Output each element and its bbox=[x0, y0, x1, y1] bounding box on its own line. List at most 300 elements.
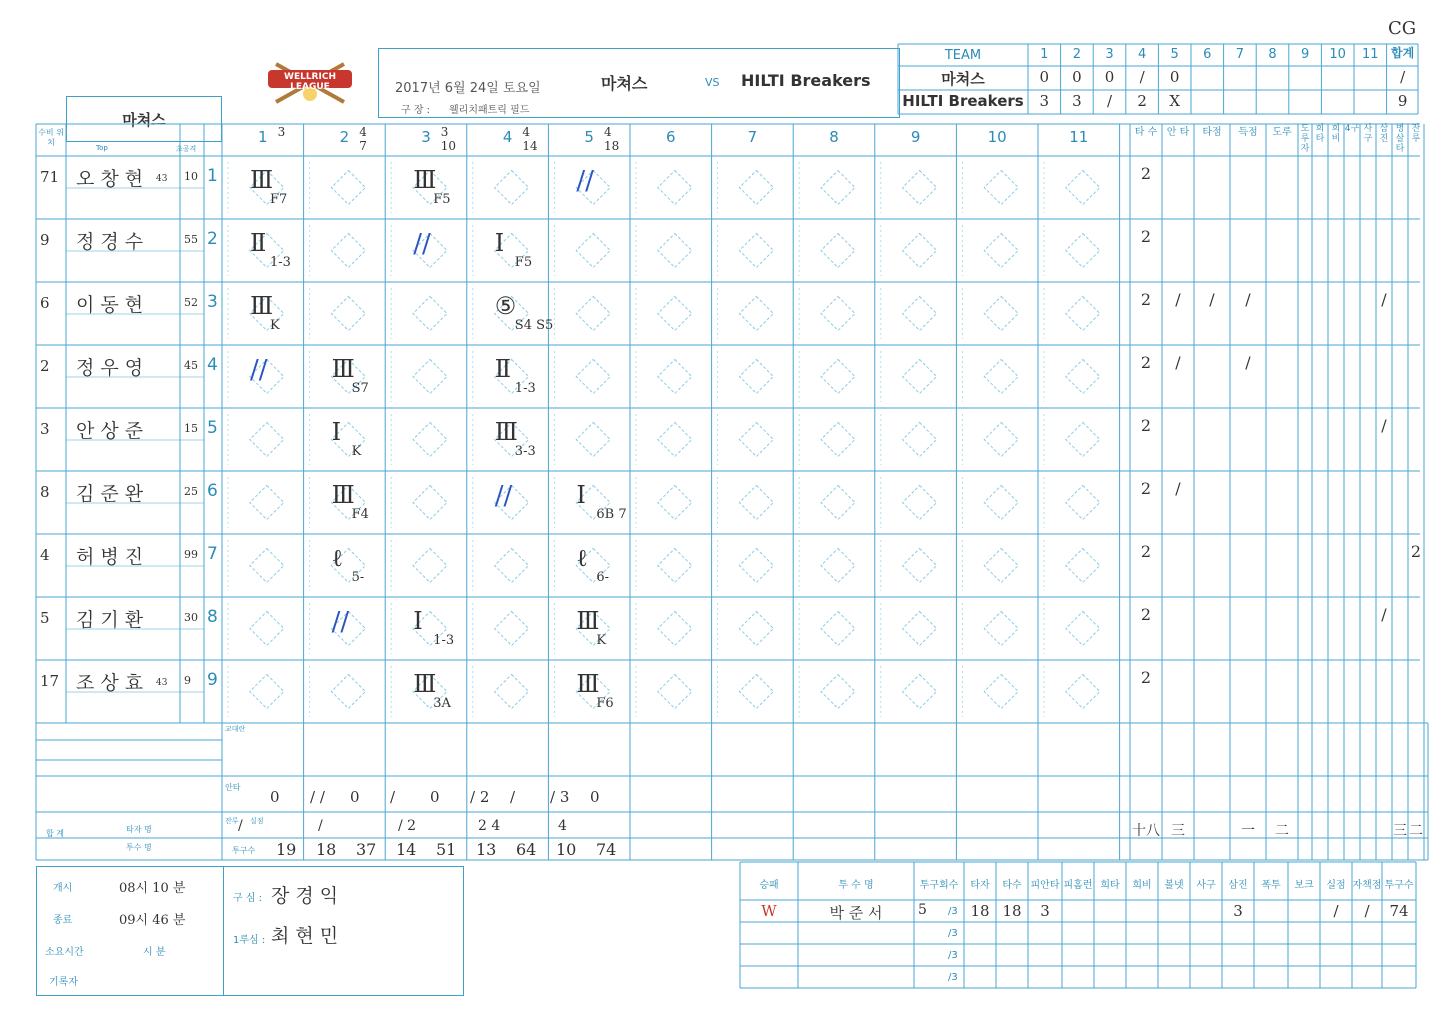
duration-label: 소요시간 bbox=[45, 947, 84, 958]
linescore-inning-header: 10 bbox=[1329, 47, 1346, 62]
stat-total: 三 bbox=[1171, 823, 1185, 839]
pitching-ip-frac: /3 bbox=[948, 928, 958, 939]
linescore-team-name: HILTI Breakers bbox=[902, 92, 1024, 110]
umpire2-label: 1루심 : bbox=[233, 935, 266, 946]
pitch-count: 14 bbox=[396, 840, 417, 859]
inning-header: 6 bbox=[666, 128, 676, 146]
base-diamond bbox=[903, 234, 937, 268]
hits-total: 0 bbox=[350, 788, 360, 806]
lineup-team-name: 마쳐스 bbox=[122, 111, 166, 129]
inning-batter-count: 4 bbox=[522, 125, 531, 139]
play-mark: Ⅰ bbox=[331, 418, 342, 446]
play-mark: Ⅰ bbox=[576, 481, 586, 509]
linescore-inning-header: 1 bbox=[1040, 47, 1049, 62]
base-diamond bbox=[739, 234, 773, 268]
base-diamond bbox=[821, 297, 855, 331]
stat-header: 타 수 bbox=[1134, 127, 1158, 138]
hits-total: / 3 bbox=[550, 788, 570, 806]
linescore-inning-header: 2 bbox=[1072, 47, 1082, 62]
inning-header: 3 bbox=[421, 128, 431, 146]
stat-total: 三 bbox=[1393, 823, 1407, 839]
base-diamond bbox=[495, 675, 529, 709]
inning-batter-count: 3 bbox=[277, 125, 286, 139]
linescore-inning-header: 8 bbox=[1268, 47, 1277, 62]
play-result: 3-3 bbox=[514, 444, 536, 459]
player-position: 71 bbox=[40, 168, 60, 186]
base-diamond bbox=[903, 171, 937, 205]
linescore-inning-header: 6 bbox=[1203, 47, 1212, 62]
stat-header: 도루자 bbox=[1300, 124, 1310, 154]
player-position: 2 bbox=[40, 357, 50, 375]
base-diamond bbox=[1066, 234, 1100, 268]
play-mark: Ⅰ bbox=[494, 229, 505, 257]
pitching-header: 폭투 bbox=[1261, 880, 1281, 891]
player-name: 허 병 진 bbox=[76, 546, 144, 568]
play-result: 6B 7 bbox=[596, 507, 627, 522]
stat-total: 十八 bbox=[1132, 823, 1160, 839]
player-name: 오 창 현 bbox=[76, 168, 144, 190]
player-name: 정 경 수 bbox=[76, 231, 144, 253]
play-result: F5 bbox=[433, 192, 451, 207]
total-label: 합 계 bbox=[46, 829, 64, 838]
inning-batter-cum: 7 bbox=[359, 139, 367, 153]
base-diamond bbox=[576, 297, 610, 331]
pitch-count: 10 bbox=[556, 840, 577, 859]
linescore-inning-header: 3 bbox=[1105, 47, 1114, 62]
player-uniform-number: 25 bbox=[184, 485, 198, 498]
inning-header: 11 bbox=[1069, 128, 1089, 146]
base-diamond bbox=[1066, 675, 1100, 709]
base-diamond bbox=[658, 360, 692, 394]
inning-batter-count: 4 bbox=[604, 125, 612, 139]
base-diamond bbox=[739, 297, 773, 331]
base-diamond bbox=[739, 171, 773, 205]
pitches-label: 투구수 bbox=[232, 846, 256, 855]
player-sub-number: 43 bbox=[156, 678, 168, 688]
stat-total: 一 bbox=[1241, 823, 1255, 839]
stat-header: 희타 bbox=[1315, 124, 1325, 144]
linescore-score: / bbox=[1139, 68, 1145, 86]
base-diamond bbox=[1066, 612, 1100, 646]
batting-order: 7 bbox=[207, 544, 218, 564]
pitching-header: 희비 bbox=[1132, 880, 1152, 891]
base-diamond bbox=[903, 360, 937, 394]
base-diamond bbox=[821, 549, 855, 583]
base-diamond bbox=[250, 549, 284, 583]
batting-order: 3 bbox=[207, 292, 218, 312]
play-result: 6- bbox=[596, 570, 610, 585]
base-diamond bbox=[658, 171, 692, 205]
player-stat: 2 bbox=[1140, 668, 1152, 687]
pitching-header: 피홈런 bbox=[1063, 880, 1093, 891]
batting-order: 2 bbox=[207, 229, 218, 249]
inning-header: 8 bbox=[829, 128, 839, 146]
base-diamond bbox=[576, 234, 610, 268]
stat-header: 사구 bbox=[1363, 124, 1373, 144]
stat-total: 二 bbox=[1409, 823, 1423, 839]
player-uniform-number: 15 bbox=[184, 422, 198, 435]
batting-order: 5 bbox=[207, 418, 218, 438]
play-mark: Ⅰ bbox=[413, 607, 423, 635]
inning-batter-cum: 14 bbox=[522, 139, 538, 153]
base-diamond bbox=[331, 675, 365, 709]
linescore-inning-header: 11 bbox=[1362, 47, 1379, 62]
player-name: 안 상 준 bbox=[76, 420, 144, 442]
base-diamond bbox=[250, 612, 284, 646]
hits-total: 0 bbox=[590, 788, 600, 806]
pitching-cell: 박 준 서 bbox=[829, 904, 883, 922]
linescore-total-header: 합계 bbox=[1391, 46, 1415, 60]
play-mark: Ⅲ bbox=[250, 166, 274, 194]
game-info-box bbox=[36, 866, 464, 996]
base-diamond bbox=[331, 234, 365, 268]
batting-order: 8 bbox=[207, 607, 218, 627]
inning-header: 9 bbox=[910, 128, 921, 146]
base-diamond bbox=[658, 549, 692, 583]
base-diamond bbox=[1066, 360, 1100, 394]
player-uniform-number: 52 bbox=[184, 296, 198, 309]
umpire1-label: 구 심 : bbox=[233, 893, 263, 904]
player-name: 김 기 환 bbox=[76, 609, 144, 631]
pitching-ip-frac: /3 bbox=[948, 950, 958, 961]
pitch-count: 19 bbox=[276, 840, 297, 859]
left-total: / bbox=[318, 818, 323, 834]
stat-header: 안 타 bbox=[1166, 127, 1190, 138]
base-diamond bbox=[739, 360, 773, 394]
pitching-header: 피안타 bbox=[1030, 880, 1060, 891]
batting-order: 4 bbox=[207, 355, 218, 375]
base-diamond bbox=[984, 297, 1018, 331]
left-total: / 2 bbox=[398, 818, 417, 834]
start-time: 08시 10 분 bbox=[119, 881, 186, 896]
play-mark: Ⅲ bbox=[413, 670, 437, 698]
vs-label: VS bbox=[705, 76, 720, 89]
hits-total: / bbox=[510, 788, 516, 806]
base-diamond bbox=[984, 171, 1018, 205]
base-diamond bbox=[413, 360, 447, 394]
play-result: S4 S5 bbox=[514, 318, 554, 333]
play-result: K bbox=[596, 633, 607, 648]
pitching-cell: 18 bbox=[970, 902, 990, 920]
col-sub-label: 초공격 bbox=[176, 145, 197, 153]
base-diamond bbox=[413, 423, 447, 457]
play-mark: ⑤ bbox=[494, 292, 517, 320]
pitch-count: 18 bbox=[316, 840, 337, 859]
play-result: 1-3 bbox=[270, 255, 291, 270]
player-uniform-number: 10 bbox=[184, 170, 198, 183]
play-mark: ℓ bbox=[576, 544, 588, 572]
base-diamond bbox=[903, 486, 937, 520]
inning-header: 4 bbox=[502, 128, 513, 146]
stat-header: 삼진 bbox=[1379, 124, 1389, 144]
base-diamond bbox=[576, 423, 610, 457]
pitching-cell: 18 bbox=[1002, 902, 1022, 920]
base-diamond bbox=[739, 423, 773, 457]
base-diamond bbox=[821, 234, 855, 268]
linescore-score: 0 bbox=[1072, 68, 1082, 86]
play-result: F6 bbox=[596, 696, 614, 711]
player-uniform-number: 9 bbox=[184, 674, 191, 687]
left-total: 4 bbox=[558, 818, 567, 834]
linescore-score: 3 bbox=[1072, 92, 1082, 110]
play-result: K bbox=[351, 444, 362, 459]
stat-header: 잔루 bbox=[1411, 124, 1421, 144]
linescore-score: 2 bbox=[1137, 92, 1147, 110]
base-diamond bbox=[739, 612, 773, 646]
pitching-header: 타수 bbox=[1002, 880, 1022, 891]
base-diamond bbox=[903, 297, 937, 331]
play-mark: // bbox=[494, 481, 513, 511]
game-date: 2017년 6월 24일 토요일 bbox=[395, 81, 541, 96]
left-label: 잔루 bbox=[225, 817, 239, 825]
pitching-header: 보크 bbox=[1294, 880, 1314, 891]
venue: 웰리치패트릭 필드 bbox=[449, 105, 530, 116]
player-stat: / bbox=[1245, 290, 1251, 309]
duration: 시 분 bbox=[143, 947, 166, 958]
play-mark: Ⅲ bbox=[331, 355, 355, 383]
stat-header: 병살타 bbox=[1395, 124, 1405, 154]
play-mark: Ⅲ bbox=[494, 418, 518, 446]
pitching-header: 삼진 bbox=[1228, 880, 1248, 891]
base-diamond bbox=[413, 549, 447, 583]
base-diamond bbox=[331, 171, 365, 205]
base-diamond bbox=[1066, 423, 1100, 457]
play-mark: // bbox=[250, 355, 268, 385]
pitch-count: 51 bbox=[436, 840, 457, 859]
pitching-header: 사구 bbox=[1196, 880, 1216, 891]
play-result: F4 bbox=[351, 507, 369, 522]
hits-total: / / bbox=[310, 788, 325, 806]
player-stat: 2 bbox=[1140, 416, 1152, 435]
hits-total: / bbox=[390, 788, 396, 806]
player-stat: 2 bbox=[1140, 164, 1152, 183]
linescore-inning-header: 4 bbox=[1137, 47, 1147, 62]
base-diamond bbox=[658, 612, 692, 646]
base-diamond bbox=[250, 423, 284, 457]
player-name: 조 상 효 bbox=[76, 672, 144, 694]
pitching-header: 타자 bbox=[970, 880, 990, 891]
inning-header: 2 bbox=[339, 128, 350, 146]
base-diamond bbox=[739, 549, 773, 583]
linescore-inning-header: 5 bbox=[1170, 47, 1179, 62]
inning-batter-count: 3 bbox=[440, 125, 449, 139]
base-diamond bbox=[1066, 171, 1100, 205]
linescore-score: 3 bbox=[1039, 92, 1050, 110]
hits-total: / 2 bbox=[470, 788, 490, 806]
hits-total: 0 bbox=[430, 788, 440, 806]
base-diamond bbox=[821, 486, 855, 520]
left-total: 2 4 bbox=[478, 818, 501, 834]
stat-header: 득점 bbox=[1238, 127, 1258, 138]
pitchers-count-label: 투수 명 bbox=[126, 843, 152, 852]
player-stat: / bbox=[1245, 353, 1251, 372]
pitching-ip-frac: /3 bbox=[948, 906, 958, 917]
player-uniform-number: 55 bbox=[184, 233, 198, 246]
sub-label: 교대란 bbox=[225, 725, 246, 733]
pitching-cell: 3 bbox=[1040, 902, 1050, 920]
stat-header: 도루 bbox=[1272, 127, 1292, 138]
pitching-header: 자책점 bbox=[1352, 880, 1382, 891]
pitching-cell: 74 bbox=[1389, 902, 1409, 920]
player-position: 5 bbox=[40, 609, 50, 627]
player-position: 3 bbox=[40, 420, 50, 438]
play-mark: Ⅱ bbox=[494, 355, 512, 383]
linescore-total: / bbox=[1400, 68, 1406, 86]
base-diamond bbox=[495, 171, 529, 205]
base-diamond bbox=[984, 612, 1018, 646]
play-result: F5 bbox=[514, 255, 533, 270]
pitching-ip-frac: /3 bbox=[948, 972, 958, 983]
stat-header: 희비 bbox=[1331, 124, 1341, 144]
pitch-count: 74 bbox=[596, 840, 617, 859]
player-uniform-number: 45 bbox=[184, 359, 198, 372]
play-mark: ℓ bbox=[331, 544, 344, 572]
player-stat: / bbox=[1381, 416, 1387, 435]
play-mark: Ⅲ bbox=[576, 607, 600, 635]
inning-header: 1 bbox=[258, 128, 268, 146]
base-diamond bbox=[495, 612, 529, 646]
base-diamond bbox=[1066, 549, 1100, 583]
linescore-score: 0 bbox=[1169, 68, 1180, 86]
batting-order: 1 bbox=[207, 166, 218, 186]
play-mark: Ⅲ bbox=[413, 166, 437, 194]
pitching-header: 투 수 명 bbox=[838, 880, 874, 891]
player-stat: / bbox=[1175, 479, 1181, 498]
player-name: 이 동 현 bbox=[76, 294, 144, 316]
base-diamond bbox=[903, 675, 937, 709]
batters-count-label: 타자 명 bbox=[126, 825, 152, 834]
base-diamond bbox=[821, 675, 855, 709]
stat-header: 타점 bbox=[1202, 127, 1222, 138]
player-name: 김 준 완 bbox=[76, 483, 144, 505]
player-stat: / bbox=[1209, 290, 1215, 309]
base-diamond bbox=[984, 423, 1018, 457]
away-team: HILTI Breakers bbox=[741, 71, 871, 90]
inning-batter-cum: 18 bbox=[604, 139, 620, 153]
player-stat: / bbox=[1381, 290, 1387, 309]
base-diamond bbox=[821, 360, 855, 394]
player-stat: / bbox=[1175, 353, 1181, 372]
linescore-score: 0 bbox=[1039, 68, 1050, 86]
play-mark: Ⅲ bbox=[331, 481, 355, 509]
player-stat: 2 bbox=[1410, 542, 1422, 561]
base-diamond bbox=[821, 612, 855, 646]
player-stat: 2 bbox=[1140, 353, 1152, 372]
play-mark: // bbox=[576, 166, 594, 196]
player-stat: 2 bbox=[1140, 227, 1152, 246]
start-label: 개시 bbox=[53, 883, 73, 894]
player-stat: 2 bbox=[1140, 479, 1152, 498]
base-diamond bbox=[984, 486, 1018, 520]
play-mark: // bbox=[331, 607, 350, 637]
pitching-cell: W bbox=[761, 902, 777, 920]
base-diamond bbox=[821, 171, 855, 205]
base-diamond bbox=[250, 486, 284, 520]
col-pos-label: 수비 위치 bbox=[38, 128, 64, 147]
batting-order: 6 bbox=[207, 481, 218, 501]
inning-header: 10 bbox=[987, 128, 1007, 146]
pitching-header: 볼넷 bbox=[1164, 880, 1184, 891]
base-diamond bbox=[576, 360, 610, 394]
linescore-score: X bbox=[1169, 92, 1181, 110]
stat-header: 4구 bbox=[1344, 124, 1360, 134]
base-diamond bbox=[658, 423, 692, 457]
end-time: 09시 46 분 bbox=[119, 913, 186, 928]
stat-total: 二 bbox=[1275, 823, 1289, 839]
base-diamond bbox=[413, 297, 447, 331]
play-result: K bbox=[270, 318, 280, 333]
linescore-score: 0 bbox=[1104, 68, 1115, 86]
linescore-score: / bbox=[1106, 92, 1113, 110]
logo-text: WELLRICH LEAGUE bbox=[284, 72, 336, 92]
base-diamond bbox=[1066, 297, 1100, 331]
inning-header: 5 bbox=[584, 128, 594, 146]
pitching-header: 희타 bbox=[1100, 880, 1120, 891]
base-diamond bbox=[821, 423, 855, 457]
play-mark: Ⅲ bbox=[250, 292, 274, 320]
umpire2-name: 최 현 민 bbox=[271, 925, 339, 947]
play-mark: Ⅲ bbox=[576, 670, 600, 698]
play-mark: Ⅱ bbox=[250, 229, 267, 257]
base-diamond bbox=[1066, 486, 1100, 520]
base-diamond bbox=[903, 612, 937, 646]
player-sub-number: 43 bbox=[156, 174, 168, 184]
base-diamond bbox=[658, 486, 692, 520]
base-diamond bbox=[495, 549, 529, 583]
play-result: S7 bbox=[351, 381, 369, 396]
player-stat: / bbox=[1175, 290, 1181, 309]
base-diamond bbox=[658, 675, 692, 709]
venue-label: 구 장 : bbox=[401, 105, 431, 116]
player-stat: / bbox=[1381, 605, 1387, 624]
pitch-count: 13 bbox=[476, 840, 497, 859]
player-position: 8 bbox=[40, 483, 50, 501]
left-total: / bbox=[238, 818, 243, 834]
base-diamond bbox=[984, 675, 1018, 709]
play-result: 1-3 bbox=[433, 633, 455, 648]
pitching-cell: / bbox=[1333, 902, 1339, 920]
player-stat: 2 bbox=[1140, 290, 1152, 309]
pitching-header: 투구수 bbox=[1384, 880, 1414, 891]
base-diamond bbox=[903, 423, 937, 457]
base-diamond bbox=[984, 549, 1018, 583]
play-result: 1-3 bbox=[514, 381, 536, 396]
inning-header: 7 bbox=[747, 128, 758, 146]
pitching-cell: / bbox=[1364, 902, 1370, 920]
inning-batter-cum: 10 bbox=[440, 139, 457, 153]
play-result: F7 bbox=[270, 192, 288, 207]
player-uniform-number: 99 bbox=[184, 548, 198, 561]
batting-order: 9 bbox=[207, 670, 218, 690]
pitching-header: 투구회수 bbox=[919, 880, 959, 891]
base-diamond bbox=[658, 234, 692, 268]
base-diamond bbox=[739, 486, 773, 520]
end-label: 종료 bbox=[53, 915, 73, 926]
linescore-team-header: TEAM bbox=[944, 48, 982, 63]
linescore-inning-header: 9 bbox=[1300, 47, 1310, 62]
base-diamond bbox=[331, 297, 365, 331]
base-diamond bbox=[984, 234, 1018, 268]
player-position: 6 bbox=[40, 294, 50, 312]
umpire1-name: 장 경 익 bbox=[271, 885, 339, 907]
base-diamond bbox=[903, 549, 937, 583]
play-result: 3A bbox=[433, 696, 451, 711]
pitching-cell: 3 bbox=[1233, 902, 1243, 920]
base-diamond bbox=[250, 675, 284, 709]
inning-batter-count: 4 bbox=[359, 125, 367, 139]
pitching-header: 승패 bbox=[759, 880, 779, 891]
scorer-label: 기록자 bbox=[49, 977, 78, 988]
